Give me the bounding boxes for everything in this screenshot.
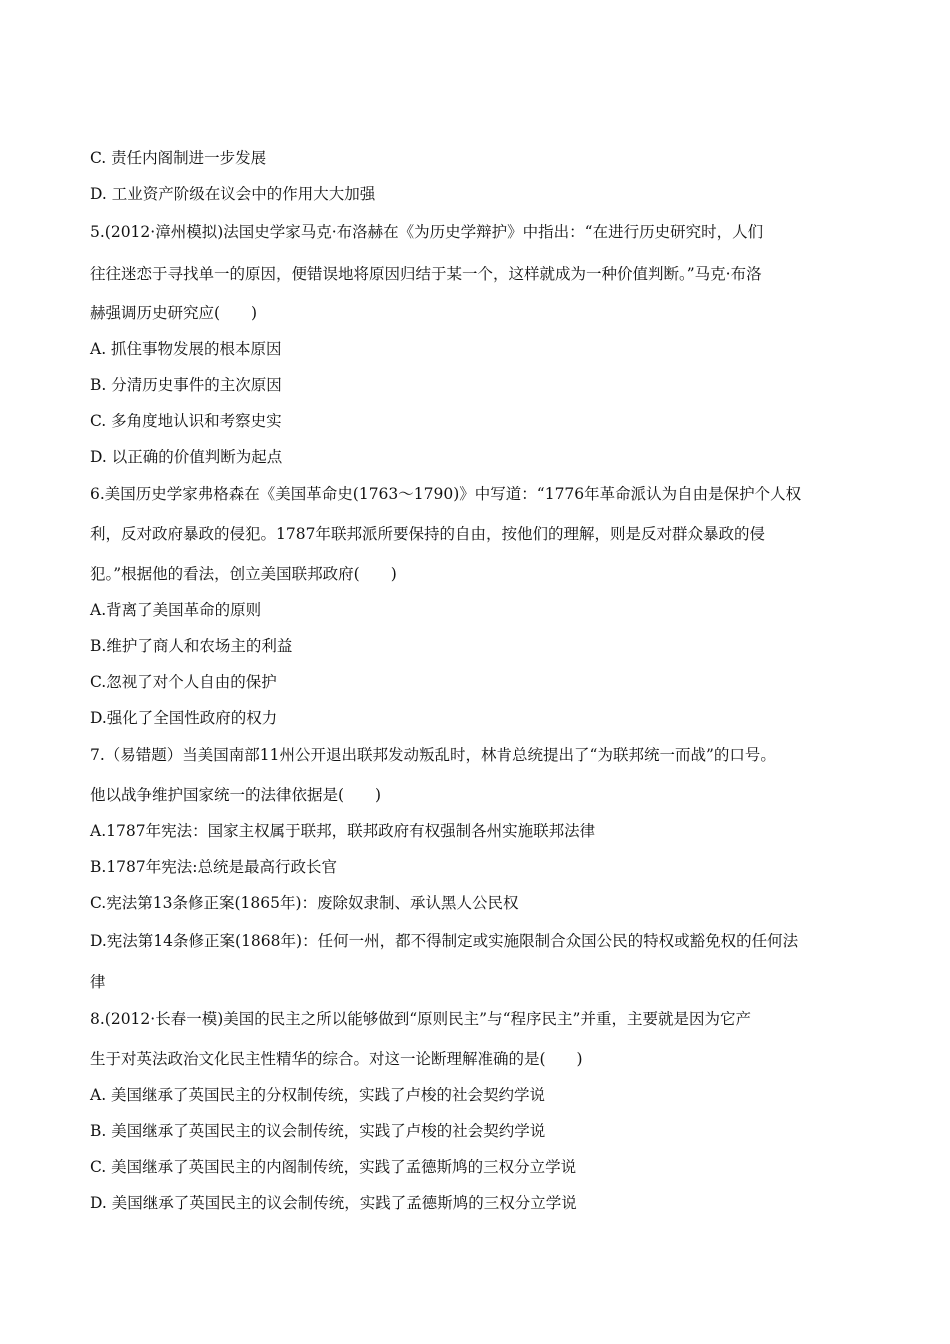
q6-stem-line1: 6.美国历史学家弗格森在《美国革命史(1763～1790)》中写道：“1776年革命派认为自由是保护个人权 xyxy=(90,485,802,503)
q7-stem-line1: 7.（易错题）当美国南部11州公开退出联邦发动叛乱时，林肯总统提出了“为联邦统一而战”的口号。 xyxy=(90,746,776,764)
q5-option-b: B. 分清历史事件的主次原因 xyxy=(90,376,282,394)
q8-stem-line1: 8.(2012·长春一模)美国的民主之所以能够做到“原则民主”与“程序民主”并重，主要就是因为它产 xyxy=(90,1010,751,1028)
q7-option-b: B.1787年宪法:总统是最高行政长官 xyxy=(90,858,337,876)
q7-option-d-line1: D.宪法第14条修正案(1868年)：任何一州，都不得制定或实施限制合众国公民的特权或豁免权的任何法 xyxy=(90,932,799,950)
q7-option-d-line2: 律 xyxy=(90,973,106,991)
q4-option-c: C. 责任内阁制进一步发展 xyxy=(90,149,267,167)
q6-option-b: B.维护了商人和农场主的利益 xyxy=(90,637,293,655)
q6-stem-line3: 犯。”根据他的看法，创立美国联邦政府( ) xyxy=(90,565,397,583)
q5-stem-line3: 赫强调历史研究应( ) xyxy=(90,304,258,322)
q8-option-a: A. 美国继承了英国民主的分权制传统，实践了卢梭的社会契约学说 xyxy=(90,1086,546,1104)
q5-stem-line2: 往往迷恋于寻找单一的原因，便错误地将原因归结于某一个，这样就成为一种价值判断。”马克·布洛 xyxy=(90,265,762,283)
q5-stem-line1: 5.(2012·漳州模拟)法国史学家马克·布洛赫在《为历史学辩护》中指出：“在进行历史研究时，人们 xyxy=(90,223,764,241)
q8-option-d: D. 美国继承了英国民主的议会制传统，实践了孟德斯鸠的三权分立学说 xyxy=(90,1194,577,1212)
q8-stem-line2: 生于对英法政治文化民主性精华的综合。对这一论断理解准确的是( ) xyxy=(90,1050,583,1068)
q7-option-c: C.宪法第13条修正案(1865年)：废除奴隶制、承认黑人公民权 xyxy=(90,894,519,912)
q5-option-d: D. 以正确的价值判断为起点 xyxy=(90,448,283,466)
q7-option-a: A.1787年宪法：国家主权属于联邦，联邦政府有权强制各州实施联邦法律 xyxy=(90,822,596,840)
q6-option-c: C.忽视了对个人自由的保护 xyxy=(90,673,277,691)
q8-option-c: C. 美国继承了英国民主的内阁制传统，实践了孟德斯鸠的三权分立学说 xyxy=(90,1158,577,1176)
q4-option-d: D. 工业资产阶级在议会中的作用大大加强 xyxy=(90,185,376,203)
q6-option-d: D.强化了全国性政府的权力 xyxy=(90,709,278,727)
q5-option-c: C. 多角度地认识和考察史实 xyxy=(90,412,282,430)
q7-stem-line2: 他以战争维护国家统一的法律依据是( ) xyxy=(90,786,382,804)
q5-option-a: A. 抓住事物发展的根本原因 xyxy=(90,340,282,358)
q6-option-a: A.背离了美国革命的原则 xyxy=(90,601,262,619)
q8-option-b: B. 美国继承了英国民主的议会制传统，实践了卢梭的社会契约学说 xyxy=(90,1122,546,1140)
q6-stem-line2: 利，反对政府暴政的侵犯。1787年联邦派所要保持的自由，按他们的理解，则是反对群众暴政的侵 xyxy=(90,525,765,543)
